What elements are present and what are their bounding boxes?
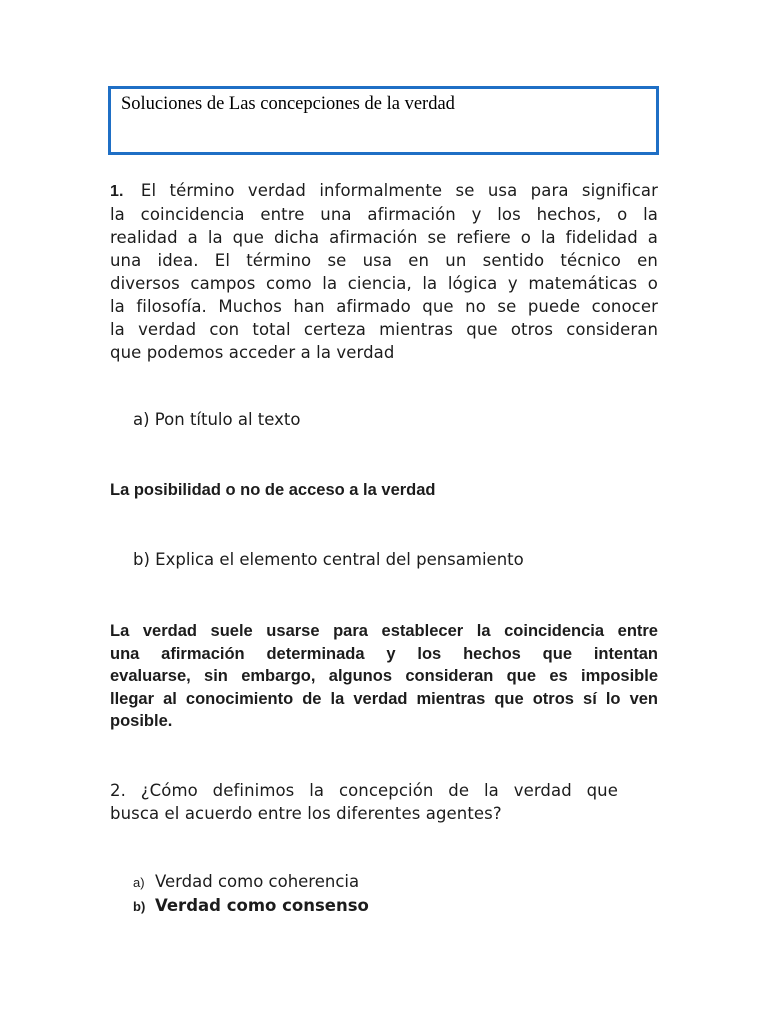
question-2-line: 2. ¿Cómo definimos la concepción de la verdad que bbox=[110, 781, 618, 800]
paragraph-line: la filosofía. Muchos han afirmado que no se puede conocer bbox=[110, 297, 658, 316]
paragraph-line: la coincidencia entre una afirmación y los hechos, o la bbox=[110, 205, 658, 224]
answer-line: La verdad suele usarse para establecer la coincidencia entre bbox=[110, 622, 658, 640]
part-a-answer: La posibilidad o no de acceso a la verdad bbox=[110, 481, 436, 499]
question-2 bbox=[110, 779, 618, 825]
option-text: Verdad como consenso bbox=[155, 896, 369, 915]
option-b bbox=[133, 896, 369, 915]
option-a bbox=[133, 872, 359, 891]
part-b-answer bbox=[110, 620, 658, 733]
paragraph-line: diversos campos como la ciencia, la lógica y matemáticas o bbox=[110, 274, 658, 293]
part-b-prompt: b) Explica el elemento central del pensamiento bbox=[133, 550, 524, 569]
question-number: 1. bbox=[110, 183, 124, 200]
option-text: Verdad como coherencia bbox=[155, 872, 360, 891]
answer-line: llegar al conocimiento de la verdad mientras que otros sí lo ven bbox=[110, 689, 658, 708]
paragraph-line: la verdad con total certeza mientras que otros consideran bbox=[110, 320, 658, 339]
question-1-paragraph bbox=[110, 179, 658, 364]
answer-line: una afirmación determinada y los hechos que intentan bbox=[110, 644, 658, 663]
paragraph-line: realidad a la que dicha afirmación se refiere o la fidelidad a bbox=[110, 228, 658, 247]
page-title: Soluciones de Las concepciones de la verdad bbox=[121, 94, 455, 114]
paragraph-line: 1. El término verdad informalmente se usa para significar bbox=[110, 181, 658, 200]
part-a-prompt: a) Pon título al texto bbox=[133, 410, 301, 429]
paragraph-line: que podemos acceder a la verdad bbox=[110, 343, 395, 362]
title-box bbox=[108, 86, 659, 155]
option-letter: a) bbox=[133, 875, 145, 890]
answer-line: evaluarse, sin embargo, algunos consideran que es imposible bbox=[110, 667, 658, 685]
question-2-line: busca el acuerdo entre los diferentes agentes? bbox=[110, 804, 502, 823]
paragraph-line: una idea. El término se usa en un sentido técnico en bbox=[110, 251, 658, 270]
option-letter: b) bbox=[133, 899, 146, 914]
answer-line: posible. bbox=[110, 712, 173, 730]
